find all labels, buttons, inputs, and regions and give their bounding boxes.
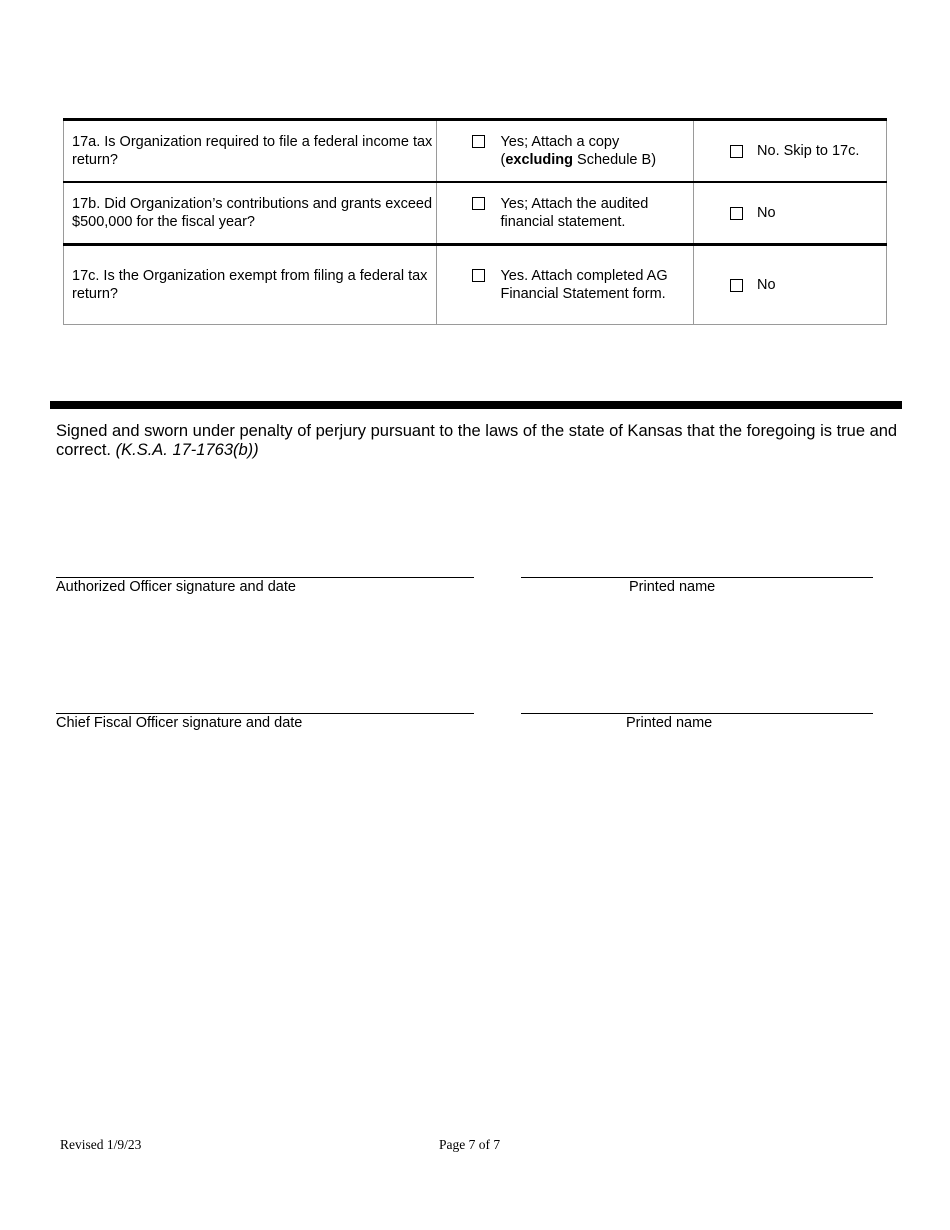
- question-17a-no-cell: [694, 120, 887, 183]
- officer-printed-name-label: Printed name: [629, 579, 716, 595]
- question-17a-yes-option[interactable]: [437, 133, 693, 169]
- question-17a-no-checkbox[interactable]: [730, 145, 743, 158]
- question-17-table: [63, 118, 887, 325]
- question-17b-no-cell: [694, 182, 887, 245]
- question-17b-no-option[interactable]: [694, 204, 886, 222]
- question-17a-yes-checkbox[interactable]: [472, 135, 485, 148]
- question-17c-yes-option[interactable]: [437, 267, 693, 303]
- attestation-text: Signed and sworn under penalty of perjury pursuant to the laws of the state of Kansas that the foregoing is true and correct.: [56, 422, 898, 459]
- question-17c-no-label: No: [757, 277, 776, 293]
- question-17a-yes-label: Yes; Attach a copy (excluding Schedule B): [500, 134, 657, 168]
- question-17c-yes-checkbox[interactable]: [472, 269, 485, 282]
- attestation-statement: [56, 422, 906, 460]
- revised-date: Revised 1/9/23: [60, 1137, 142, 1152]
- attestation-citation: (K.S.A. 17-1763(b)): [115, 441, 259, 459]
- question-17c-no-option[interactable]: [694, 276, 886, 294]
- cfo-printed-name-label: Printed name: [626, 715, 713, 731]
- question-17b-no-checkbox[interactable]: [730, 207, 743, 220]
- question-17a-yes-cell: [437, 120, 694, 183]
- question-17b-yes-cell: [437, 182, 694, 245]
- question-17b-yes-checkbox[interactable]: [472, 197, 485, 210]
- question-17b-text: 17b. Did Organization’s contributions and grants exceed $500,000 for the fiscal year?: [64, 182, 437, 245]
- question-17a-no-label: No. Skip to 17c.: [757, 143, 860, 159]
- question-17a-row: [64, 120, 887, 183]
- question-17c-text: 17c. Is the Organization exempt from filing a federal tax return?: [64, 245, 437, 325]
- cfo-signature-line[interactable]: [56, 713, 474, 714]
- question-17b-row: [64, 182, 887, 245]
- question-17c-row: [64, 245, 887, 325]
- cfo-printed-name-line[interactable]: [521, 713, 873, 714]
- question-17c-no-cell: [694, 245, 887, 325]
- question-17c-yes-cell: [437, 245, 694, 325]
- officer-signature-line[interactable]: [56, 577, 474, 578]
- question-17b-yes-option[interactable]: [437, 195, 693, 231]
- officer-signature-label: Authorized Officer signature and date: [56, 579, 296, 595]
- question-17b-yes-label: Yes; Attach the audited financial statement.: [500, 196, 649, 230]
- question-17c-yes-label: Yes. Attach completed AG Financial Statement form.: [500, 268, 668, 302]
- question-17c-no-checkbox[interactable]: [730, 279, 743, 292]
- page-number: Page 7 of 7: [439, 1137, 501, 1152]
- cfo-signature-label: Chief Fiscal Officer signature and date: [56, 715, 303, 731]
- question-17b-no-label: No: [757, 205, 776, 221]
- question-17a-no-option[interactable]: [694, 142, 886, 160]
- section-divider: [50, 401, 902, 409]
- officer-printed-name-line[interactable]: [521, 577, 873, 578]
- question-17a-text: 17a. Is Organization required to file a federal income tax return?: [64, 120, 437, 183]
